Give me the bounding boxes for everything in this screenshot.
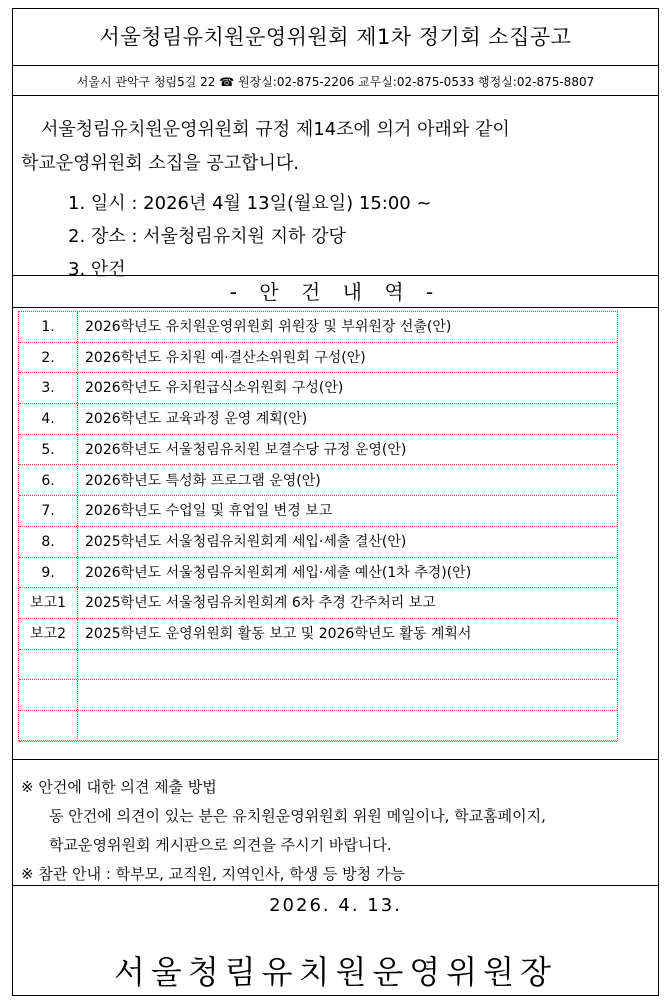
agenda-item: 2026학년도 수업일 및 휴업일 변경 보고 bbox=[85, 503, 333, 520]
agenda-number: 6. bbox=[19, 466, 78, 496]
agenda-heading: - 안 건 내 역 - bbox=[229, 280, 442, 304]
agenda-item: 2026학년도 유치원 예·결산소위원회 구성(안) bbox=[85, 349, 366, 366]
notes-body: 동 안건에 의견이 있는 분은 유치원운영위원회 위원 메일이나, 학교홈페이지, bbox=[49, 807, 546, 825]
agenda-row bbox=[19, 680, 617, 711]
agenda-number bbox=[19, 711, 78, 741]
agenda-number: 3. bbox=[19, 373, 78, 403]
intro-paragraph bbox=[21, 113, 648, 181]
agenda-item: 2025학년도 서울청림유치원회계 6차 추경 간주처리 보고 bbox=[85, 595, 436, 612]
divider bbox=[13, 759, 658, 760]
notice-title: 서울청림유치원운영위원회 제1차 정기회 소집공고 bbox=[99, 25, 572, 49]
agenda-row bbox=[19, 619, 617, 650]
agenda-number: 2. bbox=[19, 343, 78, 373]
agenda-number: 보고2 bbox=[19, 619, 78, 649]
meeting-date: 1. 일시 : 2026년 4월 13일(월요일) 15:00 ~ bbox=[68, 193, 432, 214]
agenda-item: 2025학년도 운영위원회 활동 보고 및 2026학년도 활동 계획서 bbox=[85, 626, 472, 642]
agenda-row bbox=[19, 650, 617, 681]
observer-notice: ※ 참관 안내 : 학부모, 교직원, 지역인사, 학생 등 방청 가능 bbox=[21, 865, 405, 883]
notes-heading: ※ 안건에 대한 의견 제출 방법 bbox=[21, 778, 217, 796]
agenda-row bbox=[19, 527, 617, 558]
agenda-item: 2026학년도 교육과정 운영 계획(안) bbox=[85, 411, 308, 428]
agenda-number: 1. bbox=[19, 312, 78, 342]
agenda-row bbox=[19, 343, 617, 374]
meeting-place: 2. 장소 : 서울청림유치원 지하 강당 bbox=[68, 226, 346, 247]
intro-line: 서울청림유치원운영위원회 규정 제14조에 의거 아래와 같이 bbox=[41, 119, 510, 140]
agenda-number: 4. bbox=[19, 404, 78, 434]
agenda-number bbox=[19, 650, 78, 680]
divider bbox=[13, 885, 658, 886]
agenda-item: 2026학년도 특성화 프로그램 운영(안) bbox=[85, 472, 321, 489]
agenda-row bbox=[19, 435, 617, 466]
signature: 서울청림유치원운영위원장 bbox=[114, 953, 557, 991]
meeting-details bbox=[68, 187, 432, 286]
agenda-item: 2026학년도 서울청림유치원회계 세입·세출 예산(1차 추경)(안) bbox=[85, 564, 472, 581]
agenda-table bbox=[18, 311, 618, 741]
agenda-row bbox=[19, 466, 617, 497]
agenda-row bbox=[19, 558, 617, 589]
intro-line: 학교운영위원회 소집을 공고합니다. bbox=[21, 153, 299, 174]
divider bbox=[13, 65, 658, 66]
agenda-number bbox=[19, 680, 78, 710]
agenda-row bbox=[19, 312, 617, 343]
agenda-item: 2026학년도 유치원급식소위원회 구성(안) bbox=[85, 380, 344, 397]
notes bbox=[21, 773, 648, 889]
agenda-row bbox=[19, 711, 617, 742]
notice-date: 2026. 4. 13. bbox=[269, 895, 402, 916]
notice-frame bbox=[12, 8, 659, 996]
agenda-number: 9. bbox=[19, 558, 78, 588]
contact-info: 서울시 관악구 청림5길 22 ☎ 원장실:02-875-2206 교무실:02-875-0533 행정실:02-875-8807 bbox=[76, 75, 595, 89]
agenda-row bbox=[19, 373, 617, 404]
agenda-number: 8. bbox=[19, 527, 78, 557]
notes-body: 학교운영위원회 게시판으로 의견을 주시기 바랍니다. bbox=[49, 836, 392, 854]
divider bbox=[13, 95, 658, 96]
agenda-row bbox=[19, 496, 617, 527]
divider bbox=[13, 307, 658, 308]
agenda-item: 2025학년도 서울청림유치원회계 세입·세출 결산(안) bbox=[85, 533, 407, 550]
agenda-number: 보고1 bbox=[19, 588, 78, 618]
agenda-row bbox=[19, 404, 617, 435]
agenda-number: 5. bbox=[19, 435, 78, 465]
meeting-agenda-label: 3. 안건 bbox=[68, 259, 126, 280]
agenda-row bbox=[19, 588, 617, 619]
divider bbox=[13, 275, 658, 276]
agenda-item: 2026학년도 유치원운영위원회 위원장 및 부위원장 선출(안) bbox=[85, 319, 452, 335]
agenda-number: 7. bbox=[19, 496, 78, 526]
agenda-item: 2026학년도 서울청림유치원 보결수당 규정 운영(안) bbox=[85, 441, 407, 458]
